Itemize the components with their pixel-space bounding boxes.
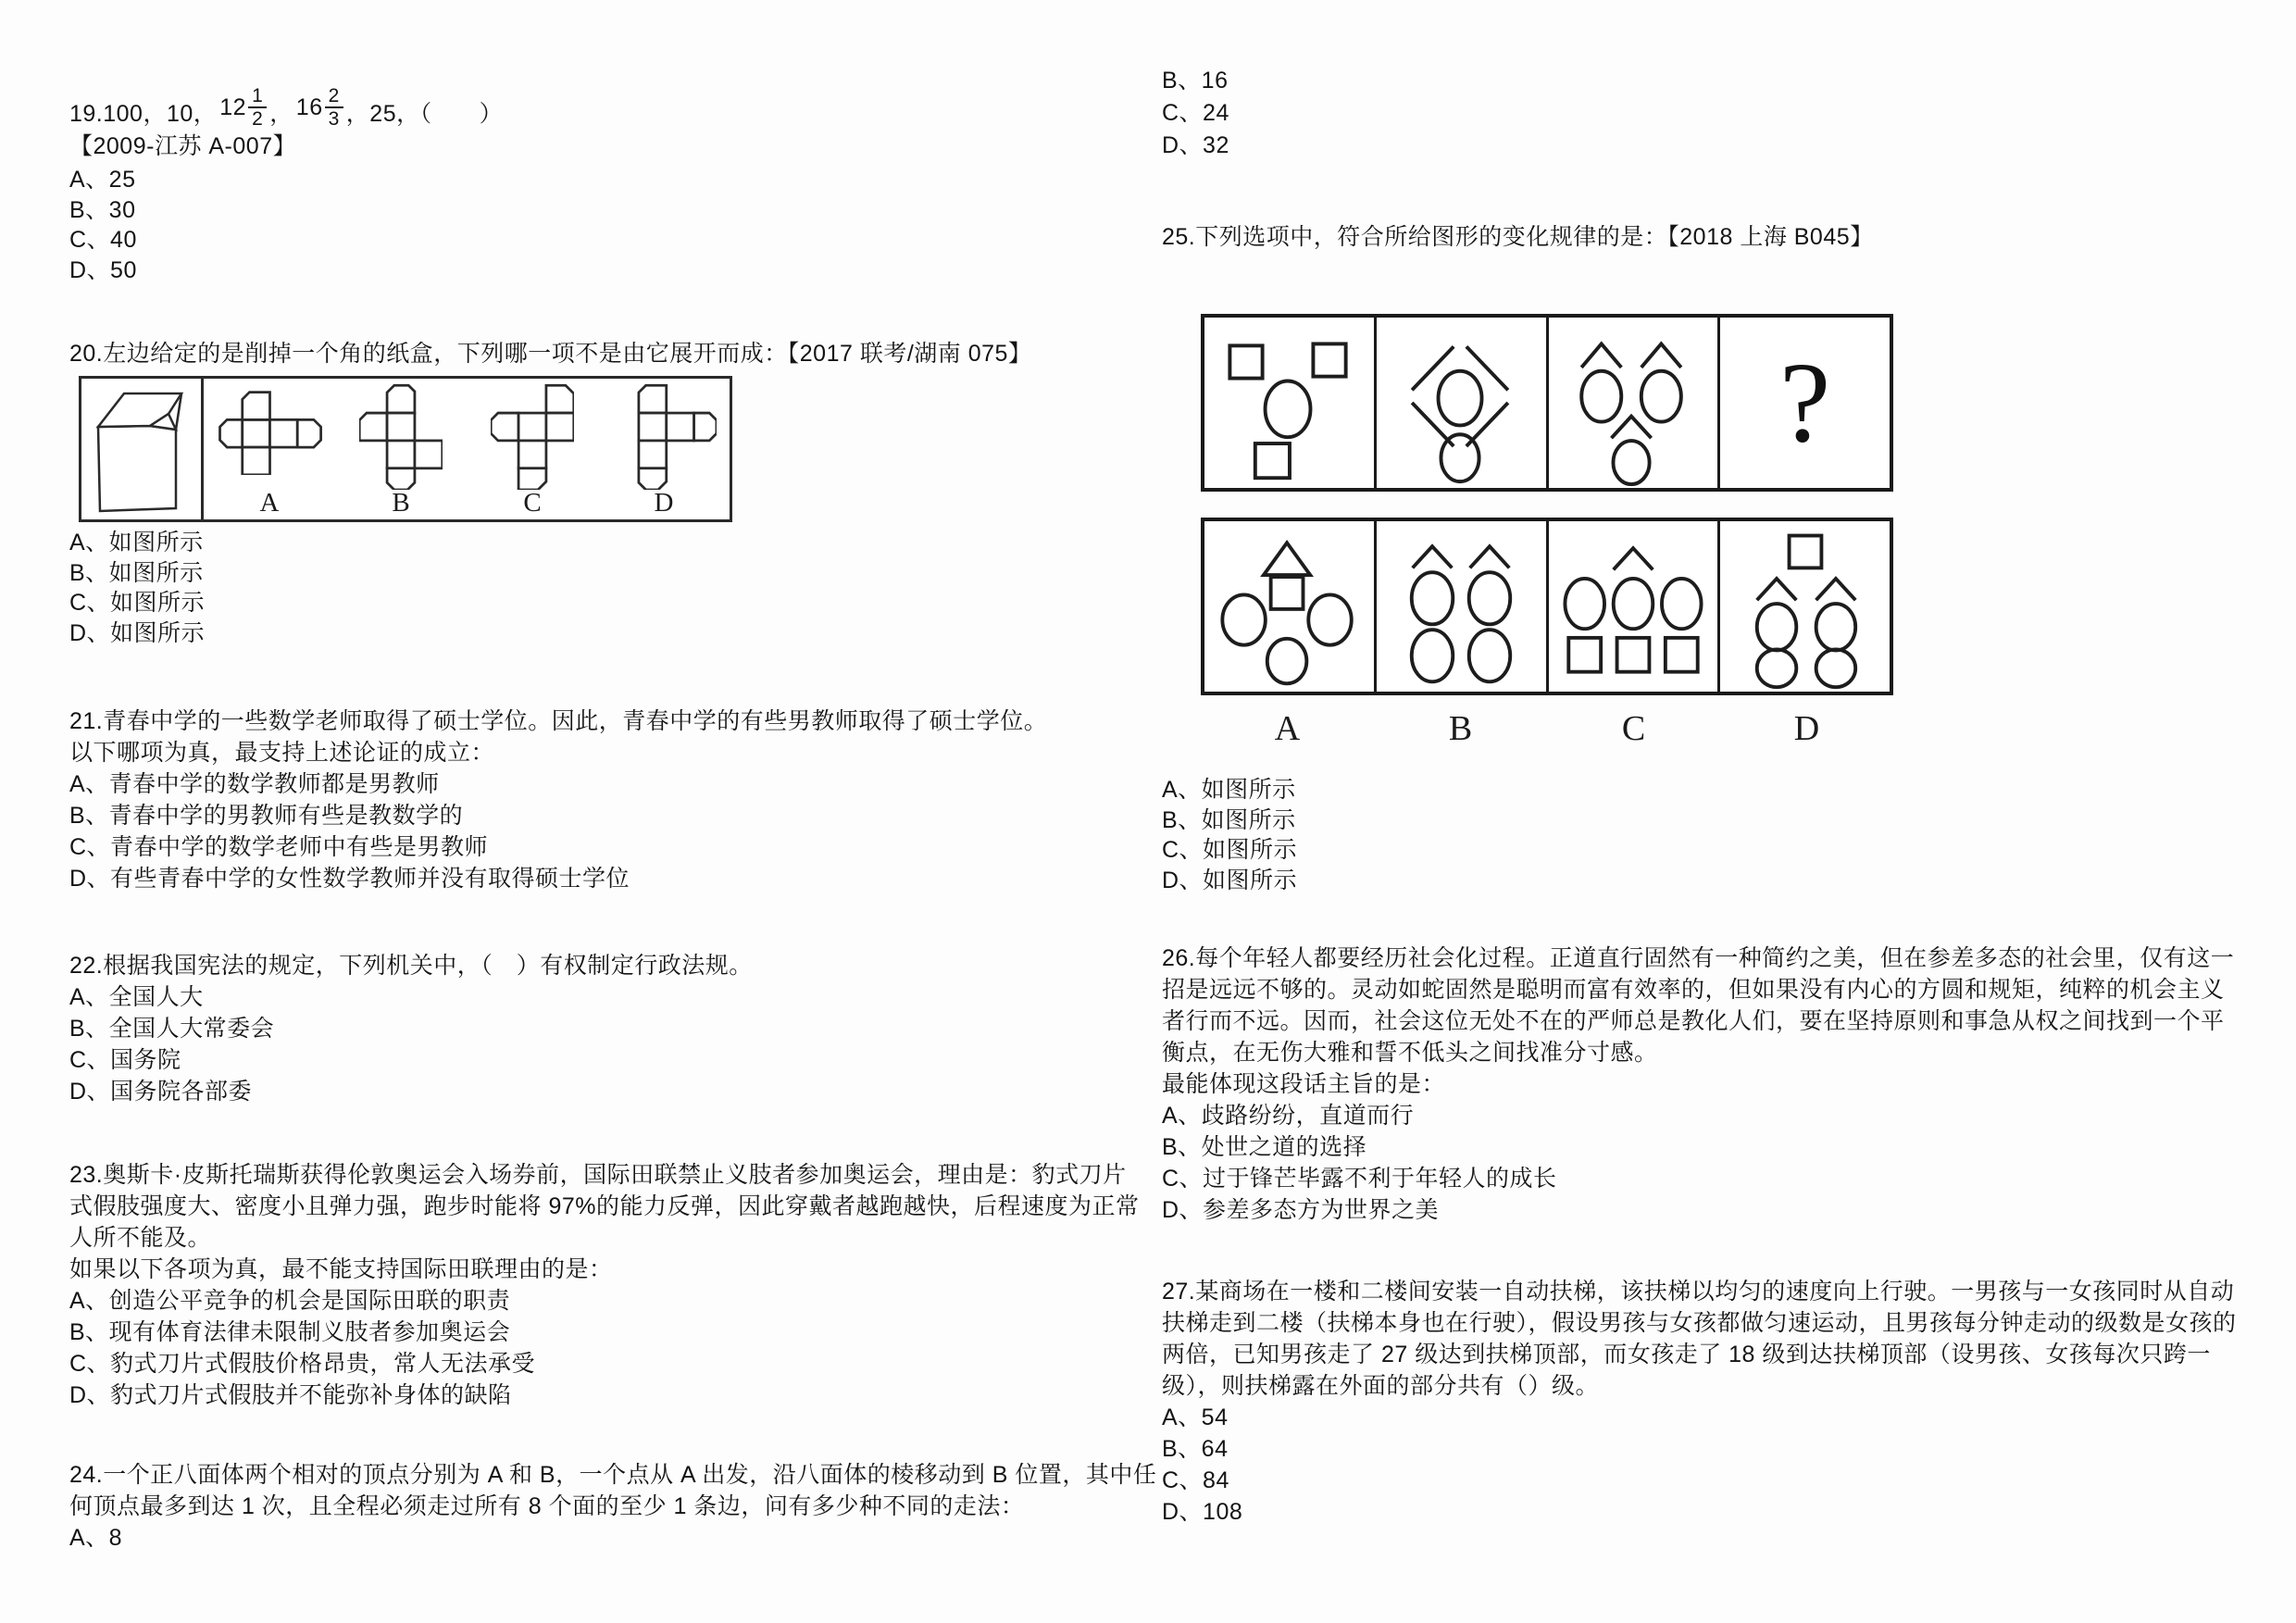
q27-option-a: A、54	[1162, 1405, 1229, 1430]
q26-stem-line-4: 衡点，在无伤大雅和誓不低头之间找准分寸感。	[1162, 1040, 1658, 1066]
q21-stem-line-1: 21.青春中学的一些数学老师取得了硕士学位。因此，青春中学的有些男教师取得了硕士学位。	[69, 708, 1048, 734]
question-24	[69, 1459, 1156, 1554]
q27-option-c: C、84	[1162, 1467, 1229, 1493]
question-24-options-continued	[1162, 65, 1229, 162]
q20-net-c-label: C	[523, 488, 542, 518]
q23-stem-line-4: 如果以下各项为真，最不能支持国际田联理由的是：	[69, 1256, 613, 1282]
question-26	[1162, 943, 2234, 1226]
q20-net-b-label: B	[392, 488, 410, 518]
q20-options	[69, 528, 1031, 648]
q19-option-b: B、30	[69, 196, 136, 223]
question-20	[69, 339, 1031, 648]
q23-stem-line-2: 式假肢强度大、密度小且弹力强，跑步时能将 97%的能力反弹，因此穿戴者越跑越快，后程速度为正常	[69, 1193, 1140, 1219]
q24-option-c: C、24	[1162, 100, 1229, 126]
q25-answer-panel-b	[1377, 521, 1549, 692]
net-c-figure	[491, 383, 574, 490]
q25-answer-panel-c	[1549, 521, 1721, 692]
q21-option-d: D、有些青春中学的女性数学教师并没有取得硕士学位	[69, 866, 630, 892]
q23-option-c: C、豹式刀片式假肢价格昂贵，常人无法承受	[69, 1351, 536, 1377]
q19-option-d: D、50	[69, 256, 137, 283]
q20-option-d: D、如图所示	[69, 619, 206, 646]
q26-stem-line-1: 26.每个年轻人都要经历社会化过程。正道直行固然有一种简约之美，但在参差多态的社会里，仅有这一	[1162, 945, 2235, 971]
box-front-face	[98, 426, 176, 511]
q23-option-a: A、创造公平竞争的机会是国际田联的职责	[69, 1288, 511, 1314]
q21-option-c: C、青春中学的数学老师中有些是男教师	[69, 834, 489, 860]
q19-options	[69, 165, 503, 285]
q25-answer-c-figure	[1549, 523, 1717, 690]
q25-answer-panel-d	[1720, 521, 1890, 692]
q24-option-d: D、32	[1162, 132, 1229, 158]
q25-answers-figure	[1201, 518, 1893, 695]
q21-option-a: A、青春中学的数学教师都是男教师	[69, 771, 440, 797]
question-19	[69, 57, 503, 285]
q25-label-d: D	[1793, 709, 1820, 748]
q25-sequence-figure	[1201, 314, 1893, 492]
q25-answer-b-figure	[1377, 523, 1545, 690]
q23-stem-line-1: 23.奥斯卡·皮斯托瑞斯获得伦敦奥运会入场券前，国际田联禁止义肢者参加奥运会，理由是：豹式刀片	[69, 1162, 1127, 1188]
q25-seq-panel-1-figure	[1204, 319, 1373, 486]
question-21	[69, 705, 1047, 894]
q21-option-b: B、青春中学的男教师有些是教数学的	[69, 803, 464, 829]
q26-option-b: B、处世之道的选择	[1162, 1134, 1367, 1160]
q26-stem-line-5: 最能体现这段话主旨的是：	[1162, 1071, 1446, 1097]
q25-figure-labels	[1201, 708, 1893, 749]
q19-source-tag: 【2009-江苏 A-007】	[69, 133, 297, 159]
q25-answer-panel-a	[1204, 521, 1377, 692]
q25-seq-panel-3	[1549, 318, 1721, 488]
q19-frac2-whole: 16	[295, 94, 323, 120]
q25-label-b: B	[1448, 709, 1473, 748]
q22-option-b: B、全国人大常委会	[69, 1016, 275, 1042]
q27-option-d: D、108	[1162, 1499, 1243, 1525]
q19-frac1-numerator: 1	[252, 85, 264, 106]
q25-seq-panel-2-figure	[1377, 319, 1545, 486]
q20-option-b: B、如图所示	[69, 559, 204, 586]
q27-stem-line-2: 扶梯走到二楼（扶梯本身也在行驶），假设男孩与女孩都做匀速运动，且男孩每分钟走动的级数是女孩的	[1162, 1310, 2237, 1336]
q19-frac2-numerator: 2	[328, 85, 340, 106]
q20-net-a-panel	[204, 379, 335, 519]
q20-net-b-panel	[335, 379, 467, 519]
q19-frac1-stack	[248, 85, 267, 130]
q25-label-a: A	[1274, 709, 1301, 748]
q25-option-d: D、如图所示	[1162, 867, 1298, 893]
q26-option-c: C、过于锋芒毕露不利于年轻人的成长	[1162, 1166, 1557, 1192]
q22-option-a: A、全国人大	[69, 984, 204, 1010]
q19-suffix: ，25，（ ）	[345, 101, 504, 127]
question-23	[69, 1159, 1140, 1411]
q27-stem-line-1: 27.某商场在一楼和二楼间安装一自动扶梯，该扶梯以均匀的速度向上行驶。一男孩与一女孩同时从自动	[1162, 1279, 2235, 1305]
question-25	[1162, 222, 1893, 895]
q24-stem-line-1: 24.一个正八面体两个相对的顶点分别为 A 和 B，一个点从 A 出发，沿八面体的棱移动到 B 位置，其中任	[69, 1462, 1157, 1488]
q19-frac1-whole: 12	[219, 94, 247, 120]
q25-seq-panel-2	[1377, 318, 1549, 488]
question-22	[69, 950, 753, 1107]
q19-option-a: A、25	[69, 167, 136, 193]
q22-stem: 22.根据我国宪法的规定，下列机关中，（ ）有权制定行政法规。	[69, 953, 753, 979]
q27-stem-line-3: 两倍，已知男孩走了 27 级达到扶梯顶部，而女孩走了 18 级到达扶梯顶部（设男孩、女孩每次只跨一	[1162, 1342, 2211, 1367]
q25-seq-panel-1	[1204, 318, 1377, 488]
q24-stem-line-2: 何顶点最多到达 1 次，且全程必须走过所有 8 个面的至少 1 条边，问有多少种不同的走法：	[69, 1493, 1025, 1519]
q23-stem-line-3: 人所不能及。	[69, 1225, 212, 1251]
q25-options	[1162, 775, 1893, 895]
q25-question-mark: ?	[1779, 339, 1831, 466]
q20-stem: 20.左边给定的是削掉一个角的纸盒，下列哪一项不是由它展开而成：【2017 联考/湖南 075】	[69, 341, 1032, 367]
q23-option-d: D、豹式刀片式假肢并不能弥补身体的缺陷	[69, 1382, 512, 1408]
q19-prefix: 19.100，10，	[69, 101, 218, 127]
q20-net-d-label: D	[654, 488, 674, 518]
q23-option-b: B、现有体育法律未限制义肢者参加奥运会	[69, 1319, 511, 1345]
q21-stem-line-2: 以下哪项为真，最支持上述论证的成立：	[69, 740, 495, 766]
q20-figure	[79, 376, 732, 522]
cut-corner-box-figure	[83, 381, 200, 518]
q25-answer-d-figure	[1721, 523, 1890, 690]
q19-option-c: C、40	[69, 227, 137, 253]
q25-seq-panel-3-figure	[1549, 319, 1717, 486]
q24-option-a: A、8	[69, 1525, 123, 1551]
q19-frac2-denominator: 3	[325, 106, 343, 130]
q26-option-a: A、歧路纷纷，直道而行	[1162, 1103, 1415, 1129]
q20-net-a-label: A	[259, 488, 280, 518]
net-b-figure	[359, 383, 443, 490]
q26-stem-line-3: 者行而不远。因而，社会这位无处不在的严师总是教化人们，要在坚持原则和事急从权之间找到一个平	[1162, 1008, 2225, 1034]
q20-option-c: C、如图所示	[69, 590, 206, 616]
q19-frac2-stack	[325, 85, 343, 130]
q27-option-b: B、64	[1162, 1436, 1229, 1462]
q26-option-d: D、参差多态方为世界之美	[1162, 1197, 1440, 1223]
q22-option-c: C、国务院	[69, 1047, 181, 1073]
q20-net-d-panel	[598, 379, 730, 519]
q25-option-c: C、如图所示	[1162, 837, 1298, 863]
q24-option-b: B、16	[1162, 68, 1229, 94]
q22-option-d: D、国务院各部委	[69, 1079, 253, 1105]
q19-separator: ，	[269, 101, 293, 127]
q26-stem-line-2: 招是远远不够的。灵动如蛇固然是聪明而富有效率的，但如果没有内心的方圆和规矩，纯粹的机会主义	[1162, 977, 2225, 1003]
net-d-figure	[611, 383, 717, 490]
q27-stem-line-4: 级），则扶梯露在外面的部分共有（）级。	[1162, 1373, 1600, 1399]
q20-net-c-panel	[467, 379, 598, 519]
net-a-figure	[215, 388, 325, 475]
q20-option-a: A、如图所示	[69, 530, 204, 556]
q25-seq-panel-4	[1720, 318, 1890, 488]
q25-label-c: C	[1621, 709, 1646, 748]
q25-option-b: B、如图所示	[1162, 806, 1296, 833]
q25-stem: 25.下列选项中，符合所给图形的变化规律的是：【2018 上海 B045】	[1162, 224, 1874, 250]
q19-frac1-denominator: 2	[248, 106, 267, 130]
q19-mixed-fraction-1	[219, 85, 267, 130]
q19-mixed-fraction-2	[296, 85, 343, 130]
question-27	[1162, 1276, 2237, 1528]
q25-option-a: A、如图所示	[1162, 777, 1296, 803]
q25-answer-a-figure	[1204, 523, 1373, 690]
q20-cut-corner-box-panel	[81, 379, 204, 519]
q19-number-sequence	[69, 57, 503, 128]
